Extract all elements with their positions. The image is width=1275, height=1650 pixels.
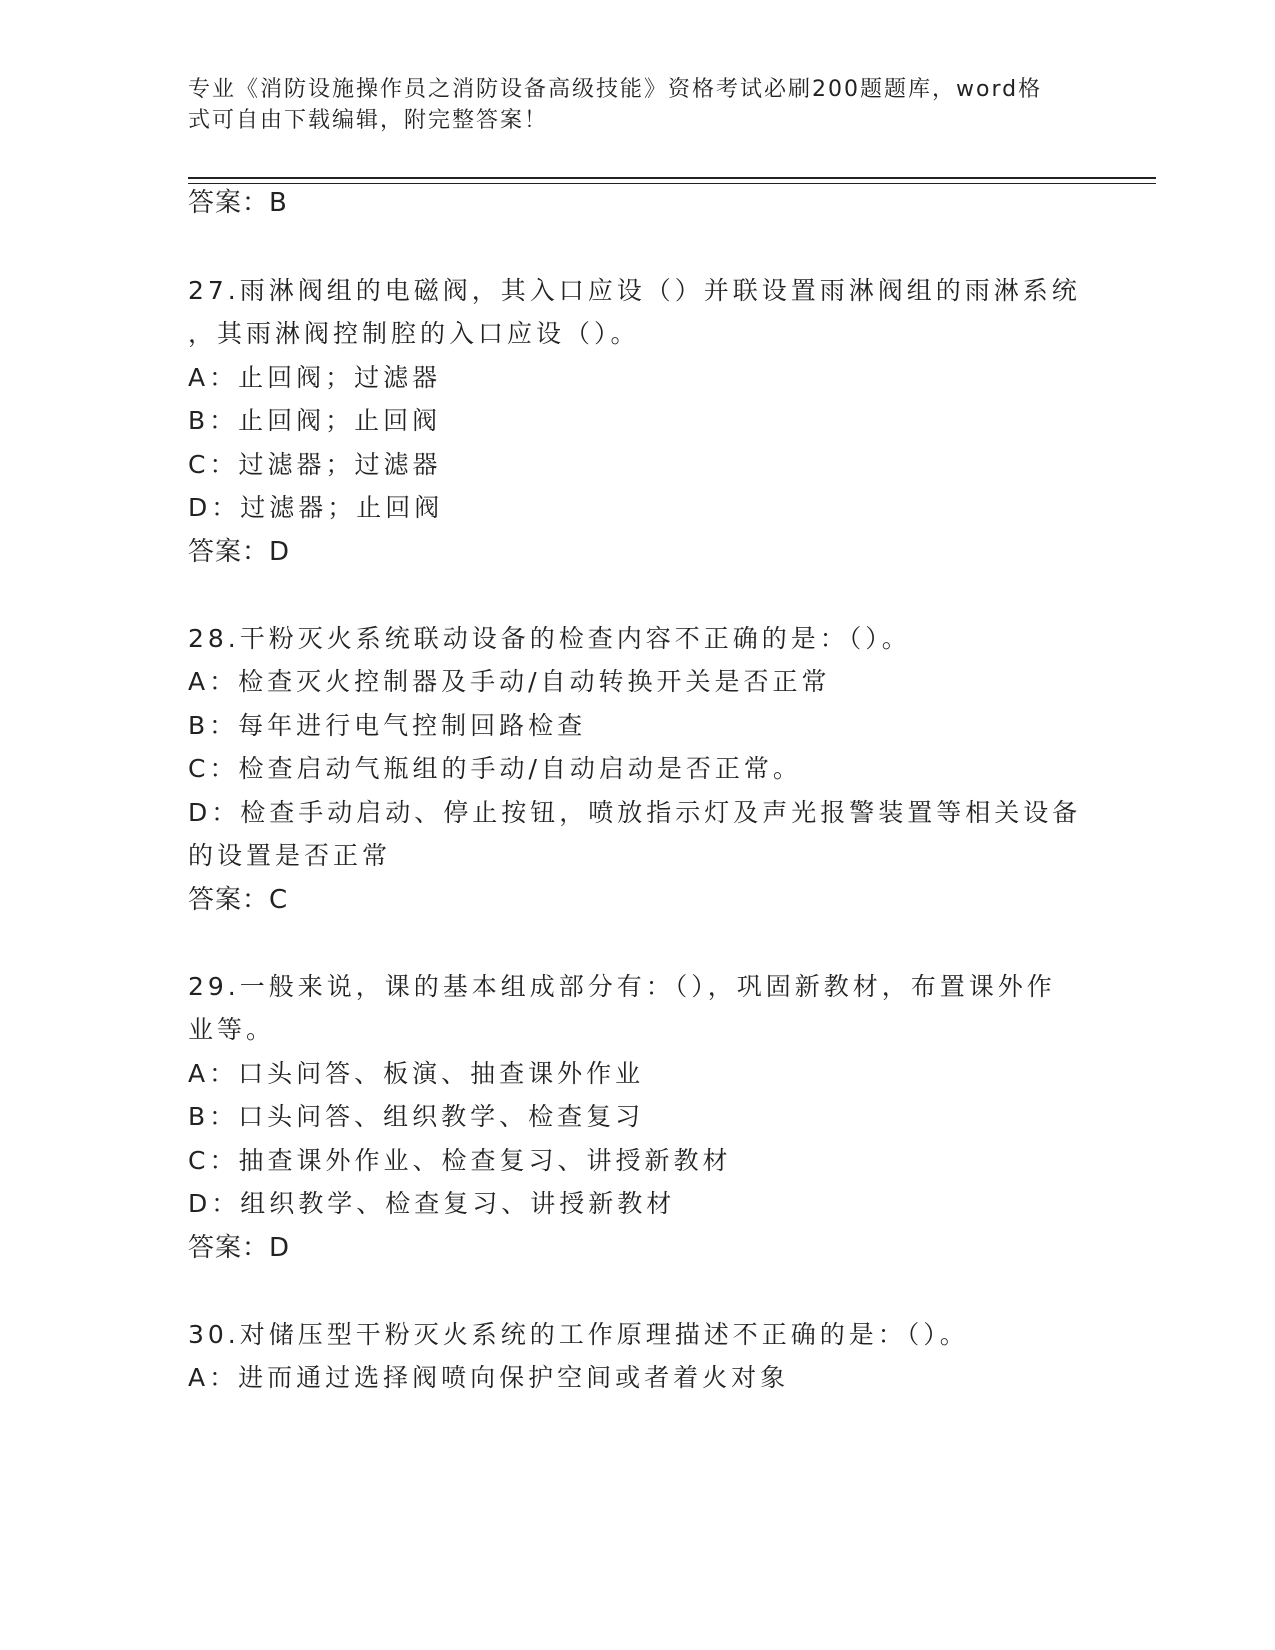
header-line-2: 式可自由下载编辑，附完整答案！ (188, 108, 549, 133)
header-divider-thick (188, 177, 1156, 179)
q27-answer: 答案：D (188, 537, 291, 567)
q30-option-a: A：进而通过选择阀喷向保护空间或者着火对象 (188, 1363, 790, 1392)
q27-stem-line-2: ，其雨淋阀控制腔的入口应设（）。 (188, 319, 640, 348)
q28-option-d-line-2: 的设置是否正常 (188, 841, 392, 870)
q28-option-a: A：检查灭火控制器及手动/自动转换开关是否正常 (188, 667, 831, 696)
q29-stem-line-1: 29.一般来说，课的基本组成部分有：（），巩固新教材，布置课外作 (188, 972, 1056, 1001)
q28-option-b: B：每年进行电气控制回路检查 (188, 711, 587, 740)
q27-stem-line-1: 27.雨淋阀组的电磁阀，其入口应设（）并联设置雨淋阀组的雨淋系统 (188, 276, 1081, 305)
q28-option-c: C：检查启动气瓶组的手动/自动启动是否正常。 (188, 754, 802, 783)
q27-option-b: B：止回阀；止回阀 (188, 406, 442, 435)
q27-option-a: A：止回阀；过滤器 (188, 363, 442, 392)
q27-option-c: C：过滤器；过滤器 (188, 450, 442, 479)
q30-stem-line-1: 30.对储压型干粉灭火系统的工作原理描述不正确的是：（）。 (188, 1320, 969, 1349)
q29-option-b: B：口头问答、组织教学、检查复习 (188, 1102, 645, 1131)
q29-option-a: A：口头问答、板演、抽查课外作业 (188, 1059, 645, 1088)
q28-stem-line-1: 28.干粉灭火系统联动设备的检查内容不正确的是：（）。 (188, 624, 911, 653)
header-divider-thin (188, 183, 1156, 184)
q29-option-d: D：组织教学、检查复习、讲授新教材 (188, 1189, 676, 1218)
q29-option-c: C：抽查课外作业、检查复习、讲授新教材 (188, 1146, 732, 1175)
document-header (188, 74, 1088, 136)
q27-option-d: D：过滤器；止回阀 (188, 493, 444, 522)
q28-option-d-line-1: D：检查手动启动、停止按钮，喷放指示灯及声光报警装置等相关设备 (188, 798, 1082, 827)
header-line-1: 专业《消防设施操作员之消防设备高级技能》资格考试必刷200题题库，word格 (188, 77, 1043, 102)
q29-answer: 答案：D (188, 1233, 291, 1263)
previous-answer: 答案：B (188, 188, 288, 218)
q29-stem-line-2: 业等。 (188, 1015, 276, 1044)
q28-answer: 答案：C (188, 885, 289, 915)
